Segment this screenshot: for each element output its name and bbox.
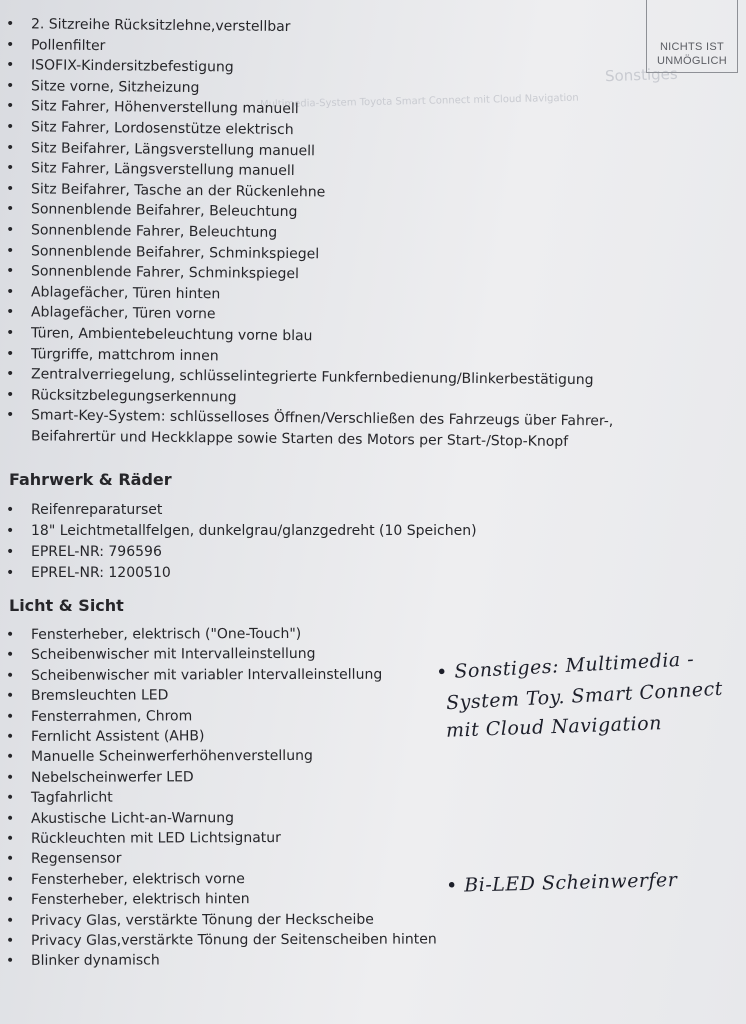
list-item-label: EPREL-NR: 796596 bbox=[31, 544, 162, 560]
list-item-label: Blinker dynamisch bbox=[30, 952, 160, 970]
slogan-box bbox=[646, 0, 738, 73]
bullet-marker: • bbox=[5, 912, 15, 929]
list-item-label: Privacy Glas,verstärkte Tönung der Seitenscheiben hinten bbox=[30, 931, 437, 949]
list-item-label: Nebelscheinwerfer LED bbox=[30, 769, 194, 786]
bullet-marker: • bbox=[5, 407, 15, 424]
bullet-marker: • bbox=[5, 139, 15, 156]
list-item-label: ISOFIX-Kindersitzbefestigung bbox=[30, 57, 234, 76]
list-item-label: Sitz Beifahrer, Längsverstellung manuell bbox=[30, 139, 316, 159]
bullet-marker: • bbox=[5, 180, 15, 197]
bullet-marker: • bbox=[5, 851, 15, 868]
bullet-marker: • bbox=[5, 242, 15, 259]
section-heading-fahrwerk: Fahrwerk & Räder bbox=[9, 470, 172, 489]
list-item-label: Regensensor bbox=[30, 850, 122, 868]
bullet-marker: • bbox=[5, 119, 15, 136]
bullet-marker: • bbox=[5, 98, 15, 115]
handwritten-note-bi-led: • Bi-LED Scheinwerfer bbox=[445, 868, 678, 898]
bullet-marker: • bbox=[5, 366, 15, 383]
list-item-label: Rückleuchten mit LED Lichtsignatur bbox=[30, 830, 281, 847]
bullet-marker: • bbox=[5, 201, 15, 218]
bullet-marker: • bbox=[5, 667, 15, 684]
bullet-marker: • bbox=[6, 502, 15, 518]
bullet-marker: • bbox=[6, 544, 15, 560]
list-item-label: Sitz Fahrer, Lordosenstütze elektrisch bbox=[30, 119, 294, 139]
list-item-label: Fensterheber, elektrisch hinten bbox=[30, 891, 250, 909]
list-item-label: Fensterheber, elektrisch vorne bbox=[30, 870, 245, 888]
list-item-label: Sitz Beifahrer, Tasche an der Rückenlehne bbox=[30, 181, 326, 201]
list-item-label: Bremsleuchten LED bbox=[30, 687, 169, 705]
bullet-marker: • bbox=[5, 892, 15, 909]
list-item-label: Reifenreparaturset bbox=[31, 502, 163, 518]
bullet-marker: • bbox=[5, 626, 15, 643]
slogan-line-1: NICHTS IST bbox=[659, 41, 725, 53]
bullet-marker: • bbox=[5, 871, 15, 888]
list-item-label: Fensterheber, elektrisch ("One-Touch") bbox=[30, 625, 302, 643]
bullet-marker: • bbox=[5, 16, 15, 33]
list-item-label: Türen, Ambientebeleuchtung vorne blau bbox=[30, 325, 313, 345]
section-heading-licht: Licht & Sicht bbox=[9, 596, 124, 615]
list-item-label: 2. Sitzreihe Rücksitzlehne,verstellbar bbox=[30, 16, 291, 36]
list-item-label: Fernlicht Assistent (AHB) bbox=[30, 728, 205, 745]
slogan-line-2: UNMÖGLICH bbox=[657, 55, 727, 67]
list-item-label: Privacy Glas, verstärkte Tönung der Heckscheibe bbox=[30, 911, 374, 929]
bullet-marker: • bbox=[5, 647, 15, 664]
bullet-marker: • bbox=[5, 283, 15, 300]
list-item-label: Sonnenblende Beifahrer, Beleuchtung bbox=[30, 201, 298, 221]
bullet-marker: • bbox=[5, 386, 15, 403]
list-item-label: Pollenfilter bbox=[30, 36, 106, 54]
bullet-marker: • bbox=[5, 263, 15, 280]
list-item-label: Sitz Fahrer, Längsverstellung manuell bbox=[30, 160, 295, 180]
bleed-through-line: Multimedia-System Toyota Smart Connect mit Cloud Navigation bbox=[259, 92, 579, 111]
bullet-marker: • bbox=[5, 790, 15, 807]
list-item-label: Akustische Licht-an-Warnung bbox=[30, 809, 235, 827]
list-item-label: Scheibenwischer mit variabler Intervalleinstellung bbox=[30, 666, 383, 684]
bullet-marker: • bbox=[5, 708, 15, 725]
bullet-marker: • bbox=[5, 325, 15, 342]
list-item-label: EPREL-NR: 1200510 bbox=[31, 565, 171, 581]
bullet-marker: • bbox=[5, 304, 15, 321]
bullet-marker: • bbox=[5, 932, 15, 949]
list-item-label: Tagfahrlicht bbox=[30, 789, 113, 807]
list-item-label: Sitze vorne, Sitzheizung bbox=[30, 78, 200, 96]
bullet-marker: • bbox=[6, 523, 15, 539]
bullet-marker: • bbox=[5, 769, 15, 786]
list-item-label: Manuelle Scheinwerferhöhenverstellung bbox=[30, 748, 313, 766]
list-item-label: Sonnenblende Fahrer, Beleuchtung bbox=[30, 222, 278, 241]
list-item-label: Rücksitzbelegungserkennung bbox=[30, 387, 237, 406]
list-item-label: Ablagefächer, Türen hinten bbox=[30, 284, 221, 303]
list-item-label: Zentralverriegelung, schlüsselintegrierte Funkfernbedienung/Blinkerbestätigung bbox=[30, 366, 594, 389]
handwritten-note-line-2: System Toy. Smart Connect bbox=[445, 677, 724, 715]
list-item-label: Ablagefächer, Türen vorne bbox=[30, 304, 216, 323]
bullet-marker: • bbox=[5, 749, 15, 766]
bullet-marker: • bbox=[5, 953, 15, 970]
list-item-label: Sonnenblende Fahrer, Schminkspiegel bbox=[30, 263, 299, 283]
bullet-marker: • bbox=[5, 728, 15, 745]
list-item-label: Sitz Fahrer, Höhenverstellung manuell bbox=[30, 98, 299, 118]
bleed-through-heading: Sonstiges bbox=[604, 64, 678, 86]
bullet-marker: • bbox=[5, 36, 15, 53]
bullet-marker: • bbox=[5, 810, 15, 827]
handwritten-note-line-1: • Sonstiges: Multimedia - bbox=[435, 648, 695, 684]
bullet-marker: • bbox=[5, 160, 15, 177]
bullet-marker: • bbox=[5, 830, 15, 847]
bullet-marker: • bbox=[5, 688, 15, 705]
bullet-marker: • bbox=[5, 222, 15, 239]
list-item-label: Smart-Key-System: schlüsselloses Öffnen/Verschließen des Fahrzeugs über Fahrer-, bbox=[30, 407, 614, 430]
list-item-label: Sonnenblende Beifahrer, Schminkspiegel bbox=[30, 242, 320, 262]
list-item-label: Fensterrahmen, Chrom bbox=[30, 707, 193, 725]
bullet-marker: • bbox=[5, 345, 15, 362]
bullet-marker: • bbox=[5, 57, 15, 74]
list-item-label: Beifahrertür und Heckklappe sowie Starten des Motors per Start-/Stop-Knopf bbox=[30, 428, 569, 450]
list-item-label: Türgriffe, mattchrom innen bbox=[30, 345, 219, 364]
list-item-label: 18" Leichtmetallfelgen, dunkelgrau/glanzgedreht (10 Speichen) bbox=[31, 523, 477, 539]
bullet-marker: • bbox=[6, 565, 15, 581]
handwritten-note-line-3: mit Cloud Navigation bbox=[445, 712, 663, 742]
bullet-marker: • bbox=[5, 77, 15, 94]
list-item-label: Scheibenwischer mit Intervalleinstellung bbox=[30, 646, 316, 664]
